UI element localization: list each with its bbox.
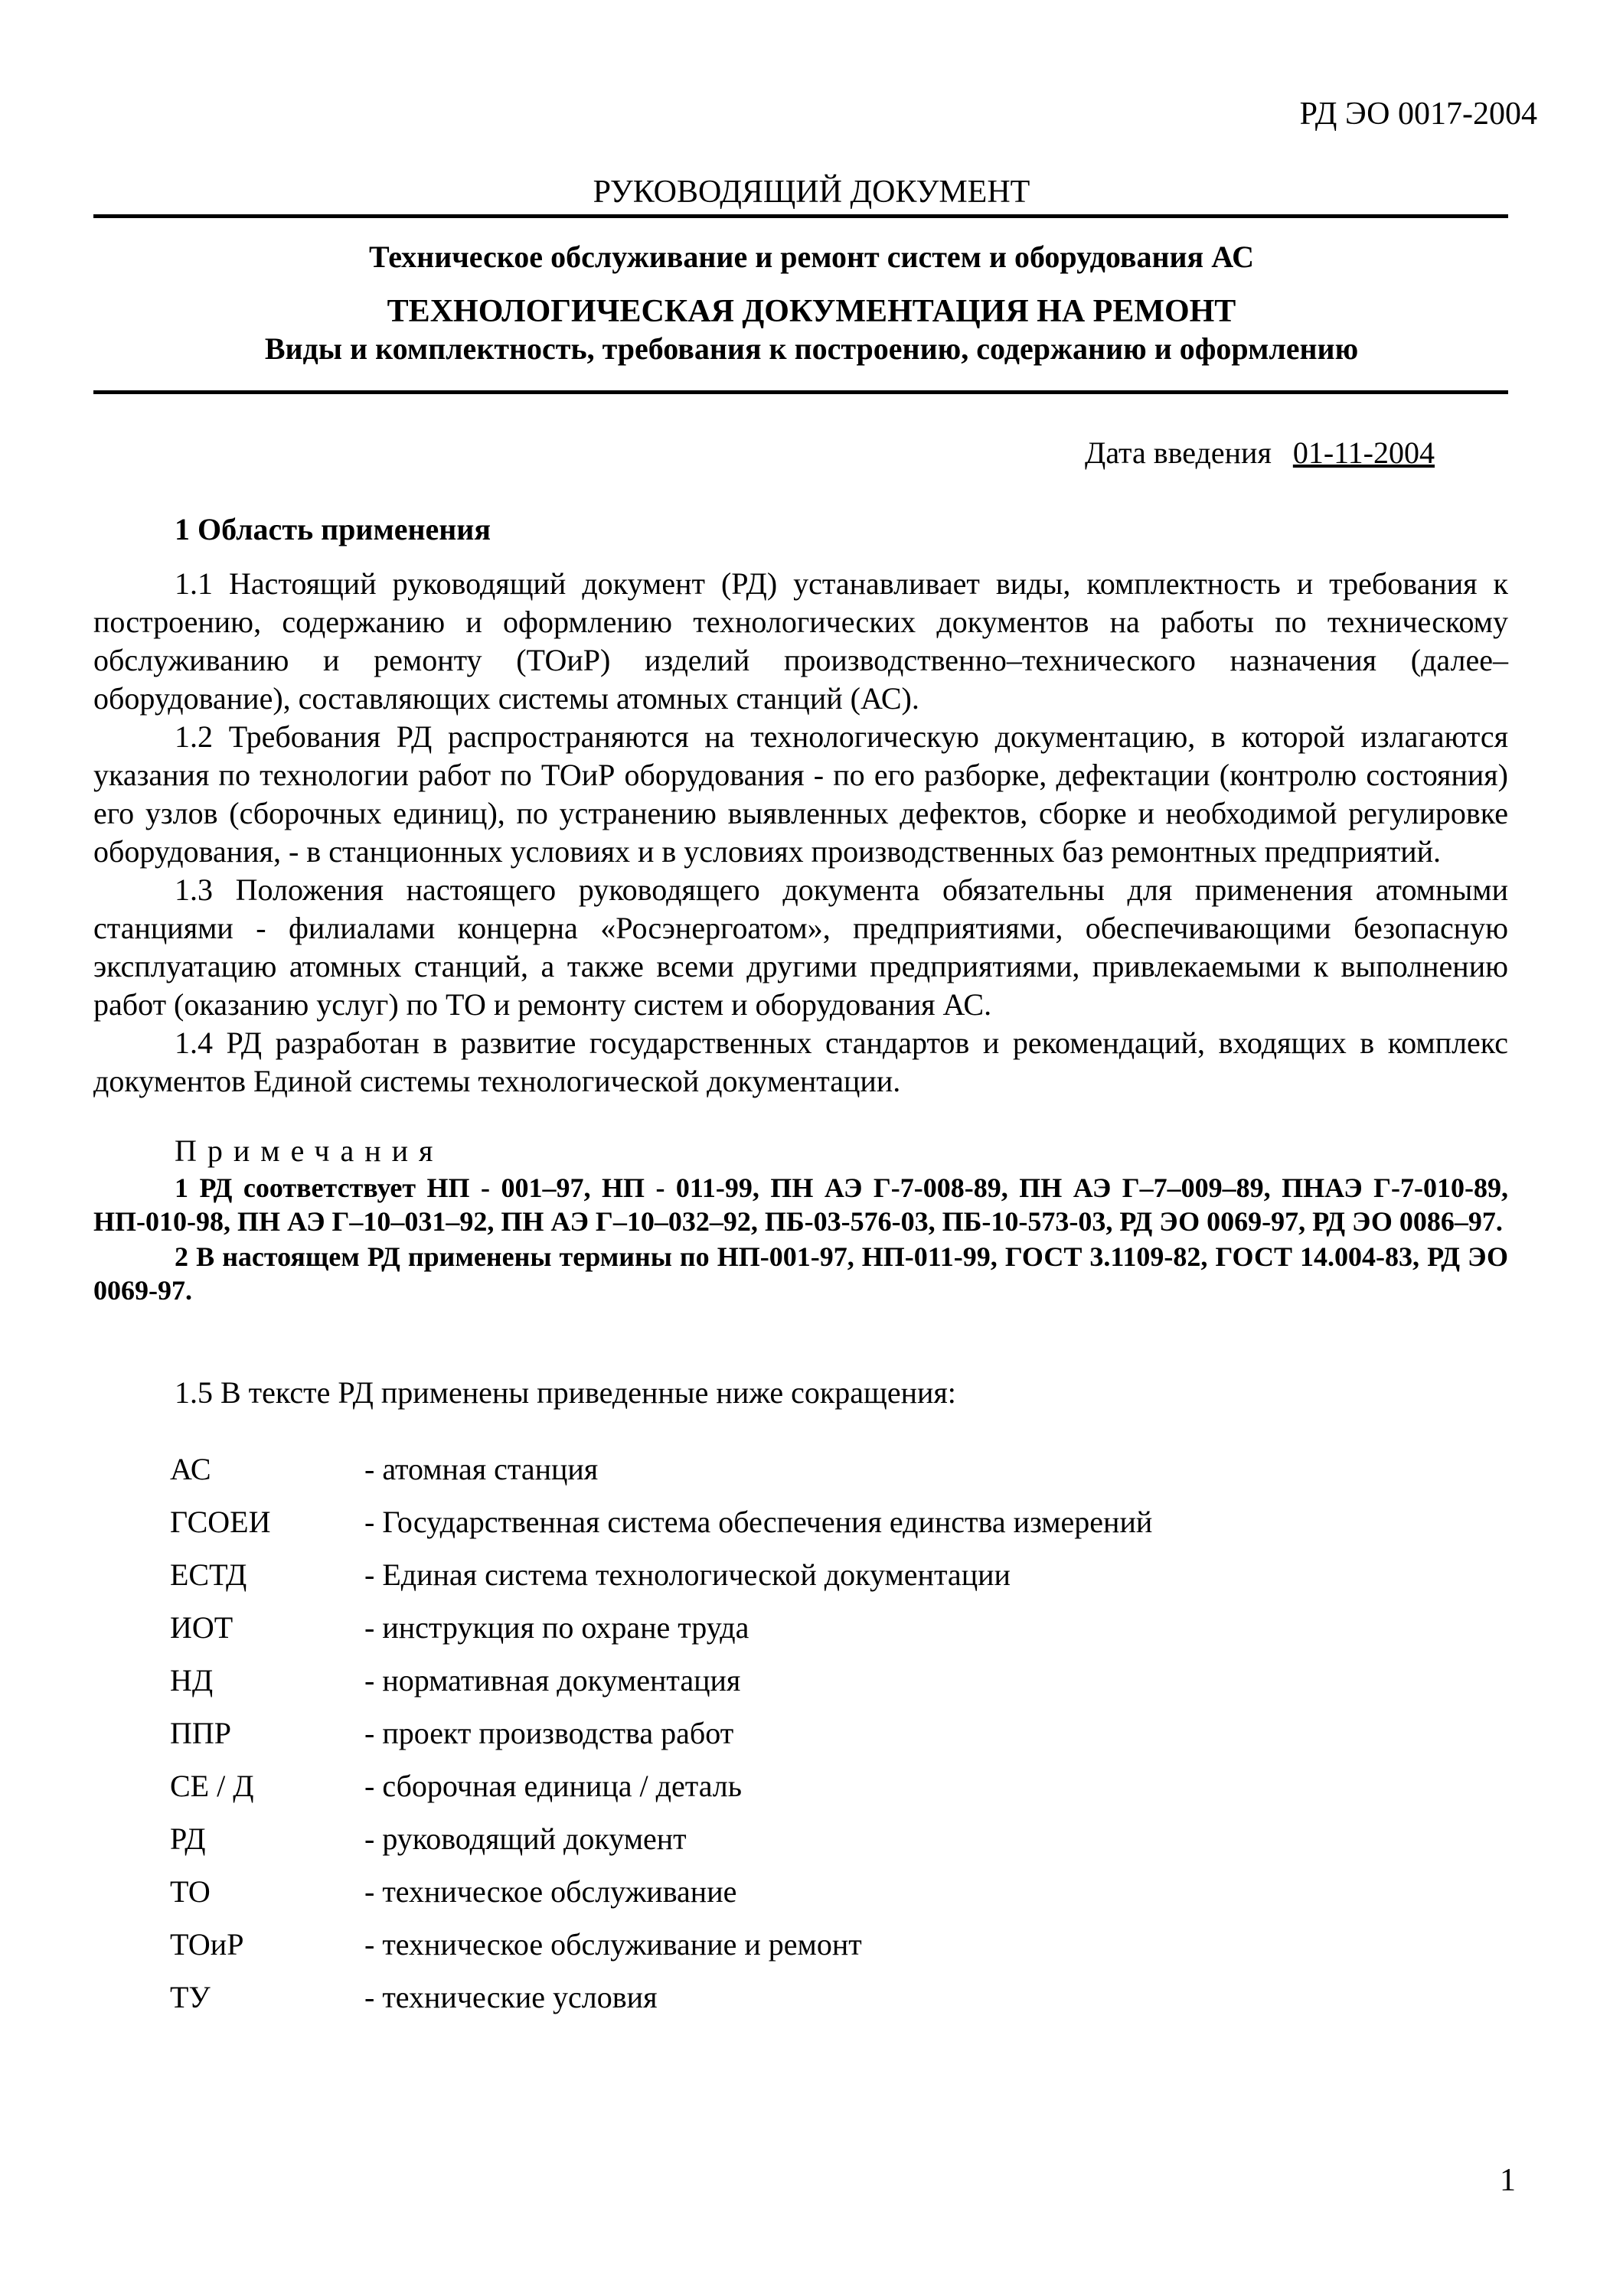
paragraph-1-1: 1.1 Настоящий руководящий документ (РД) устанавливает виды, комплектность и требования к построению, содержанию и оформлению технологических документов на работы по техническому обслуживанию и ремонту (ТОиР) изделий производственно–технического назначения (далее–оборудование), составляющих системы атомных станций (АС). [93, 566, 1508, 716]
abbreviation-code: СЕ / Д [170, 1769, 254, 1803]
abbreviation-code: ЕСТД [170, 1557, 247, 1592]
abbreviation-code: ТУ [170, 1980, 211, 2014]
section-body [93, 565, 1508, 1101]
title-line-2: ТЕХНОЛОГИЧЕСКАЯ ДОКУМЕНТАЦИЯ НА РЕМОНТ [387, 294, 1236, 329]
title-line-3: Виды и комплектность, требования к построению, содержанию и оформлению [264, 331, 1359, 366]
abbreviation-row [170, 1821, 1471, 1877]
title-line-1: Техническое обслуживание и ремонт систем и оборудования АС [369, 240, 1254, 274]
abbreviations-list [170, 1454, 1471, 2035]
abbreviation-row [170, 1557, 1471, 1613]
abbreviation-code: ГСОЕИ [170, 1505, 271, 1539]
document-type: РУКОВОДЯЩИЙ ДОКУМЕНТ [593, 174, 1030, 210]
abbreviation-description: - сборочная единица / деталь [364, 1769, 743, 1803]
introduction-date-label: Дата введения [1085, 435, 1272, 470]
abbreviation-description: - проект производства работ [364, 1716, 734, 1750]
top-divider [93, 214, 1508, 218]
abbreviation-description: - руководящий документ [364, 1821, 687, 1856]
abbreviation-description: - инструкция по охране труда [364, 1610, 749, 1645]
abbreviation-code: РД [170, 1821, 206, 1856]
abbreviation-row [170, 1982, 1471, 2035]
section-heading: 1 Область применения [175, 512, 491, 546]
abbreviation-description: - Государственная система обеспечения единства измерений [364, 1505, 1153, 1539]
abbreviation-description: - нормативная документация [364, 1663, 741, 1698]
abbreviation-code: ИОТ [170, 1610, 233, 1645]
abbreviation-row [170, 1610, 1471, 1665]
abbreviation-code: ППР [170, 1716, 232, 1750]
abbreviation-description: - техническое обслуживание [364, 1874, 737, 1909]
abbreviation-row [170, 1718, 1471, 1771]
note-1: 1 РД соответствует НП - 001–97, НП - 011-99, ПН АЭ Г-7-008-89, ПН АЭ Г–7–009–89, ПНАЭ Г-7-010-89, НП-010-98, ПН АЭ Г–10–031–92, ПН АЭ Г–10–032–92, ПБ-03-576-03, ПБ-10-573-03, РД ЭО 0069-97, РД ЭО 0086–97. [93, 1172, 1508, 1237]
abbreviation-code: НД [170, 1663, 214, 1698]
abbreviation-row [170, 1665, 1471, 1718]
paragraph-1-2: 1.2 Требования РД распространяются на технологическую документацию, в которой излагаются указания по технологии работ по ТОиР оборудования - по его разборке, дефектации (контролю состояния) его узлов (сборочных единиц), по устранению выявленных дефектов, сборке и необходимой регулировке оборудования, - в станционных условиях и в условиях производственных баз ремонтных предприятий. [93, 719, 1508, 869]
abbreviation-row [170, 1929, 1471, 1982]
abbreviation-row [170, 1454, 1471, 1507]
paragraph-1-4: 1.4 РД разработан в развитие государственных стандартов и рекомендаций, входящих в комплекс документов Единой системы технологической документации. [93, 1026, 1508, 1098]
abbreviation-row [170, 1771, 1471, 1824]
note-2: 2 В настоящем РД применены термины по НП-001-97, НП-011-99, ГОСТ 3.1109-82, ГОСТ 14.004-83, РД ЭО 0069-97. [93, 1241, 1508, 1306]
abbreviation-description: - техническое обслуживание и ремонт [364, 1927, 862, 1962]
page-number: 1 [1500, 2163, 1516, 2198]
abbreviation-code: ТО [170, 1874, 211, 1909]
paragraph-1-3: 1.3 Положения настоящего руководящего документа обязательны для применения атомными станциями - филиалами концерна «Росэнергоатом», предприятиями, обеспечивающими безопасную эксплуатацию атомных станций, а также всеми другими предприятиями, привлекаемыми к выполнению работ (оказанию услуг) по ТО и ремонту систем и оборудования АС. [93, 872, 1508, 1022]
abbreviation-code: АС [170, 1452, 211, 1486]
abbreviation-row [170, 1507, 1471, 1560]
document-code: РД ЭО 0017-2004 [1299, 96, 1537, 132]
abbreviation-row [170, 1874, 1471, 1929]
abbreviation-description: - технические условия [364, 1980, 658, 2014]
notes [93, 1171, 1508, 1307]
introduction-date [1085, 435, 1435, 470]
abbreviations-intro: 1.5 В тексте РД применены приведенные ниже сокращения: [175, 1375, 956, 1410]
introduction-date-value: 01-11-2004 [1292, 435, 1435, 470]
abbreviation-description: - атомная станция [364, 1452, 599, 1486]
abbreviation-code: ТОиР [170, 1927, 244, 1962]
notes-heading: Примечания [175, 1133, 444, 1168]
bottom-divider [93, 390, 1508, 394]
abbreviation-description: - Единая система технологической документации [364, 1557, 1011, 1592]
